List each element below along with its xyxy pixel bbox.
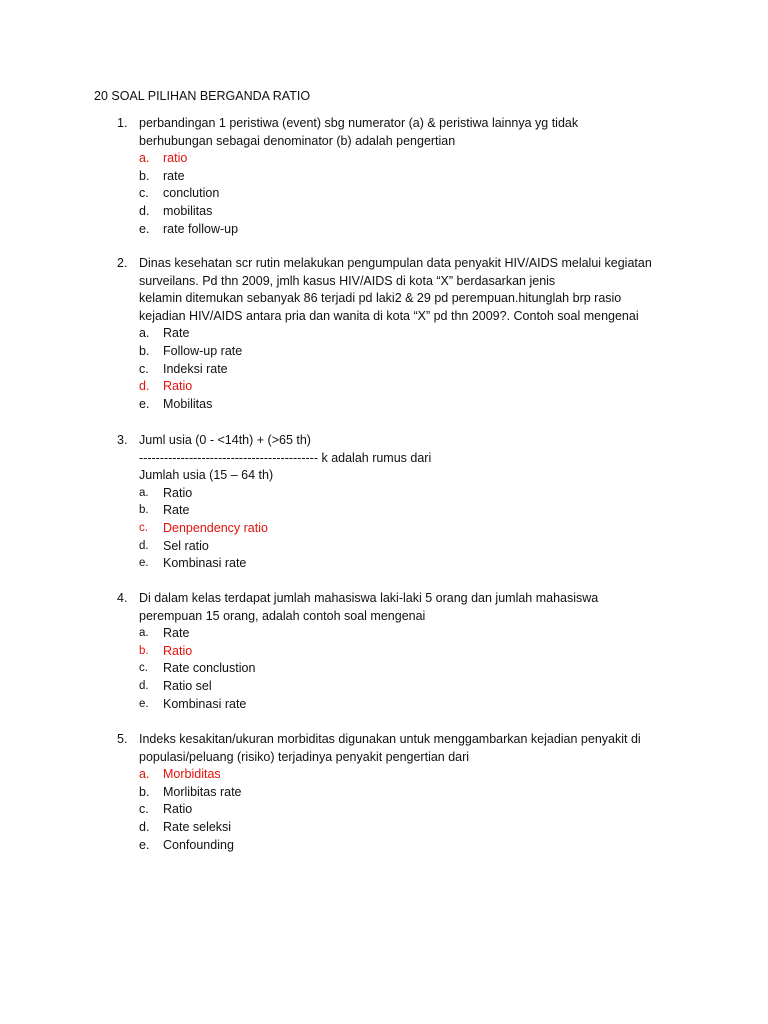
option-letter: b. xyxy=(139,504,149,517)
option-letter: c. xyxy=(139,662,148,675)
option-text: Rate xyxy=(163,326,190,341)
option-text: Rate conclustion xyxy=(163,661,256,676)
option-text: Confounding xyxy=(163,837,234,852)
question-text-line: berhubungan sebagai denominator (b) adalah pengertian xyxy=(139,133,456,148)
option-correct xyxy=(139,520,639,538)
option-correct xyxy=(139,150,639,168)
option-letter: a. xyxy=(139,486,149,499)
option xyxy=(139,696,639,714)
option xyxy=(139,185,639,203)
option xyxy=(139,343,639,361)
option-text: Mobilitas xyxy=(163,396,213,411)
option-letter: e. xyxy=(139,396,150,411)
option-letter: e. xyxy=(139,557,149,570)
question-text-line: kejadian HIV/AIDS antara pria dan wanita di kota “X” pd thn 2009?. Contoh soal mengenai xyxy=(139,308,639,323)
option-letter: e. xyxy=(139,221,150,236)
option-text: Denpendency ratio xyxy=(163,520,268,535)
option-letter: d. xyxy=(139,539,149,552)
question-text-line: populasi/peluang (risiko) terjadinya penyakit pengertian dari xyxy=(139,749,470,764)
option-text: Rate seleksi xyxy=(163,819,232,834)
option-text: rate follow-up xyxy=(163,221,239,236)
question-text-line: Jumlah usia (15 – 64 th) xyxy=(139,468,274,483)
option-text: Ratio xyxy=(163,379,193,394)
option-letter: b. xyxy=(139,644,149,657)
question-text-line: Dinas kesehatan scr rutin melakukan pengumpulan data penyakit HIV/AIDS melalui kegiatan xyxy=(139,256,652,270)
question-number: 5. xyxy=(117,732,128,746)
option xyxy=(139,325,639,343)
option-letter: a. xyxy=(139,326,150,341)
document-title: 20 SOAL PILIHAN BERGANDA RATIO xyxy=(94,89,311,103)
option xyxy=(139,784,639,802)
option-letter: d. xyxy=(139,679,149,692)
option xyxy=(139,203,639,221)
option-list xyxy=(139,625,639,713)
option xyxy=(139,837,639,855)
question-number: 3. xyxy=(117,433,128,447)
option-letter: e. xyxy=(139,697,149,710)
option-list xyxy=(139,325,639,413)
option-letter: c. xyxy=(139,521,148,534)
option-list xyxy=(139,766,639,854)
option xyxy=(139,396,639,414)
option-text: Follow-up rate xyxy=(163,343,243,358)
option-letter: c. xyxy=(139,802,149,817)
option-text: Ratio xyxy=(163,485,193,500)
option-text: Rate xyxy=(163,503,190,518)
option xyxy=(139,625,639,643)
option-text: Indeksi rate xyxy=(163,361,228,376)
option-letter: b. xyxy=(139,168,150,183)
option-text: conclution xyxy=(163,186,220,201)
option-text: ratio xyxy=(163,151,188,166)
option-letter: d. xyxy=(139,379,150,394)
question-text xyxy=(139,432,679,485)
option xyxy=(139,538,639,556)
question-text xyxy=(139,255,679,325)
question-number: 4. xyxy=(117,591,128,605)
option xyxy=(139,678,639,696)
question-text-line: perempuan 15 orang, adalah contoh soal mengenai xyxy=(139,608,426,623)
question-number: 1. xyxy=(117,116,128,130)
question-text-line: perbandingan 1 peristiwa (event) sbg numerator (a) & peristiwa lainnya yg tidak xyxy=(139,116,579,130)
option xyxy=(139,168,639,186)
option-letter: e. xyxy=(139,837,150,852)
option xyxy=(139,819,639,837)
option-correct xyxy=(139,766,639,784)
option xyxy=(139,485,639,503)
question-text-line: Indeks kesakitan/ukuran morbiditas digunakan untuk menggambarkan kejadian penyakit di xyxy=(139,732,641,746)
question-text xyxy=(139,590,679,625)
option-list xyxy=(139,485,639,573)
option-text: Kombinasi rate xyxy=(163,696,247,711)
option-letter: b. xyxy=(139,343,150,358)
option-correct xyxy=(139,643,639,661)
question-number: 2. xyxy=(117,256,128,270)
option-letter: a. xyxy=(139,767,150,782)
option-letter: c. xyxy=(139,186,149,201)
question-text xyxy=(139,731,679,766)
option-text: Morlibitas rate xyxy=(163,784,242,799)
option-text: Sel ratio xyxy=(163,538,209,553)
question-text-line: Juml usia (0 - <14th) + (>65 th) xyxy=(139,433,311,447)
option-text: Ratio sel xyxy=(163,678,212,693)
option xyxy=(139,221,639,239)
option-letter: d. xyxy=(139,203,150,218)
option-text: mobilitas xyxy=(163,203,213,218)
question-text-line: surveilans. Pd thn 2009, jmlh kasus HIV/AIDS di kota “X” berdasarkan jenis xyxy=(139,273,556,288)
question-text-line: ------------------------------------------- k adalah rumus dari xyxy=(139,450,432,465)
option-correct xyxy=(139,378,639,396)
option-letter: d. xyxy=(139,819,150,834)
option-letter: c. xyxy=(139,361,149,376)
option xyxy=(139,801,639,819)
option-letter: a. xyxy=(139,627,149,640)
option-text: Morbiditas xyxy=(163,767,221,782)
option-text: Ratio xyxy=(163,643,193,658)
question-text xyxy=(139,115,679,150)
option xyxy=(139,660,639,678)
option-letter: a. xyxy=(139,151,150,166)
option xyxy=(139,555,639,573)
option-text: rate xyxy=(163,168,185,183)
question-text-line: Di dalam kelas terdapat jumlah mahasiswa laki-laki 5 orang dan jumlah mahasiswa xyxy=(139,591,599,605)
option-text: Kombinasi rate xyxy=(163,556,247,571)
option xyxy=(139,502,639,520)
option-letter: b. xyxy=(139,784,150,799)
option xyxy=(139,361,639,379)
option-list xyxy=(139,150,639,238)
option-text: Rate xyxy=(163,626,190,641)
question-text-line: kelamin ditemukan sebanyak 86 terjadi pd laki2 & 29 pd perempuan.hitunglah brp rasio xyxy=(139,291,622,306)
option-text: Ratio xyxy=(163,802,193,817)
